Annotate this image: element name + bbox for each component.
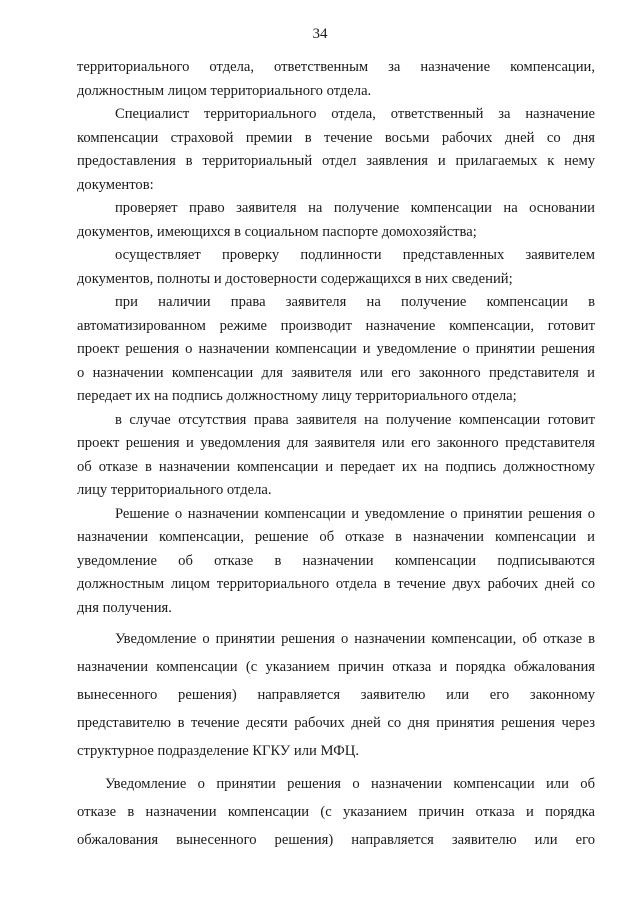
- text-line: передает их на подпись должностному лицу территориального отдела;: [77, 388, 517, 404]
- text-line: об отказе в назначении компенсации и передает их на подпись должностному: [77, 458, 595, 475]
- text-line: проект решения о назначении компенсации и уведомление о принятии решения: [77, 341, 595, 357]
- text-line: документов, имеющихся в социальном паспорте домохозяйства;: [77, 223, 477, 240]
- paragraph: [77, 103, 595, 197]
- text-line: структурное подразделение КГКУ или МФЦ.: [77, 743, 359, 759]
- text-line: уведомление об отказе в назначении компенсации подписываются: [77, 552, 595, 569]
- paragraph: [77, 56, 595, 103]
- text-line: автоматизированном режиме производит назначение компенсации, готовит: [77, 317, 595, 334]
- paragraph: [77, 197, 595, 244]
- text-line: должностным лицом территориального отдела в течение двух рабочих дней со: [77, 576, 595, 592]
- text-line: Специалист территориального отдела, ответственный за назначение: [115, 106, 595, 122]
- text-line: Уведомление о принятии решения о назначении компенсации, об отказе в: [115, 631, 595, 647]
- text-line: назначении компенсации (с указанием причин отказа и порядка обжалования: [77, 659, 595, 675]
- text-line: лицу территориального отдела.: [77, 482, 272, 498]
- text-line: проверяет право заявителя на получение компенсации на основании: [115, 200, 595, 216]
- text-line: обжалования вынесенного решения) направляется заявителю или его: [77, 832, 595, 848]
- paragraph: [77, 770, 595, 854]
- text-line: представителю в течение десяти рабочих дней со дня принятия решения через: [77, 715, 595, 731]
- text-line: компенсации страховой премии в течение восьми рабочих дней со дня: [77, 129, 595, 146]
- text-line: вынесенного решения) направляется заявителю или его законному: [77, 687, 595, 703]
- text-line: Уведомление о принятии решения о назначении компенсации или об: [105, 776, 595, 792]
- paragraph: [77, 503, 595, 621]
- paragraph: [77, 625, 595, 765]
- text-line: в случае отсутствия права заявителя на получение компенсации готовит: [115, 411, 595, 428]
- text-line: отказе в назначении компенсации (с указанием причин отказа и порядка: [77, 804, 595, 820]
- page-number: 34: [312, 26, 328, 42]
- paragraph: [77, 244, 595, 291]
- paragraph: [77, 409, 595, 503]
- text-line: о назначении компенсации для заявителя или его законного представителя и: [77, 364, 595, 381]
- paragraph: [77, 291, 595, 409]
- text-line: назначении компенсации, решение об отказе в назначении компенсации и: [77, 529, 595, 545]
- text-line: при наличии права заявителя на получение компенсации в: [115, 294, 595, 310]
- text-line: Решение о назначении компенсации и уведомление о принятии решения о: [115, 505, 595, 522]
- text-line: документов:: [77, 176, 154, 193]
- text-line: осуществляет проверку подлинности представленных заявителем: [115, 247, 595, 263]
- text-line: дня получения.: [77, 599, 172, 616]
- text-line: документов, полноты и достоверности содержащихся в них сведений;: [77, 270, 513, 287]
- document-body: [77, 56, 595, 854]
- text-line: территориального отдела, ответственным за назначение компенсации,: [77, 59, 595, 75]
- text-line: проект решения и уведомления для заявителя или его законного представителя: [77, 435, 595, 451]
- text-line: должностным лицом территориального отдела.: [77, 82, 372, 99]
- text-line: предоставления в территориальный отдел заявления и прилагаемых к нему: [77, 153, 595, 169]
